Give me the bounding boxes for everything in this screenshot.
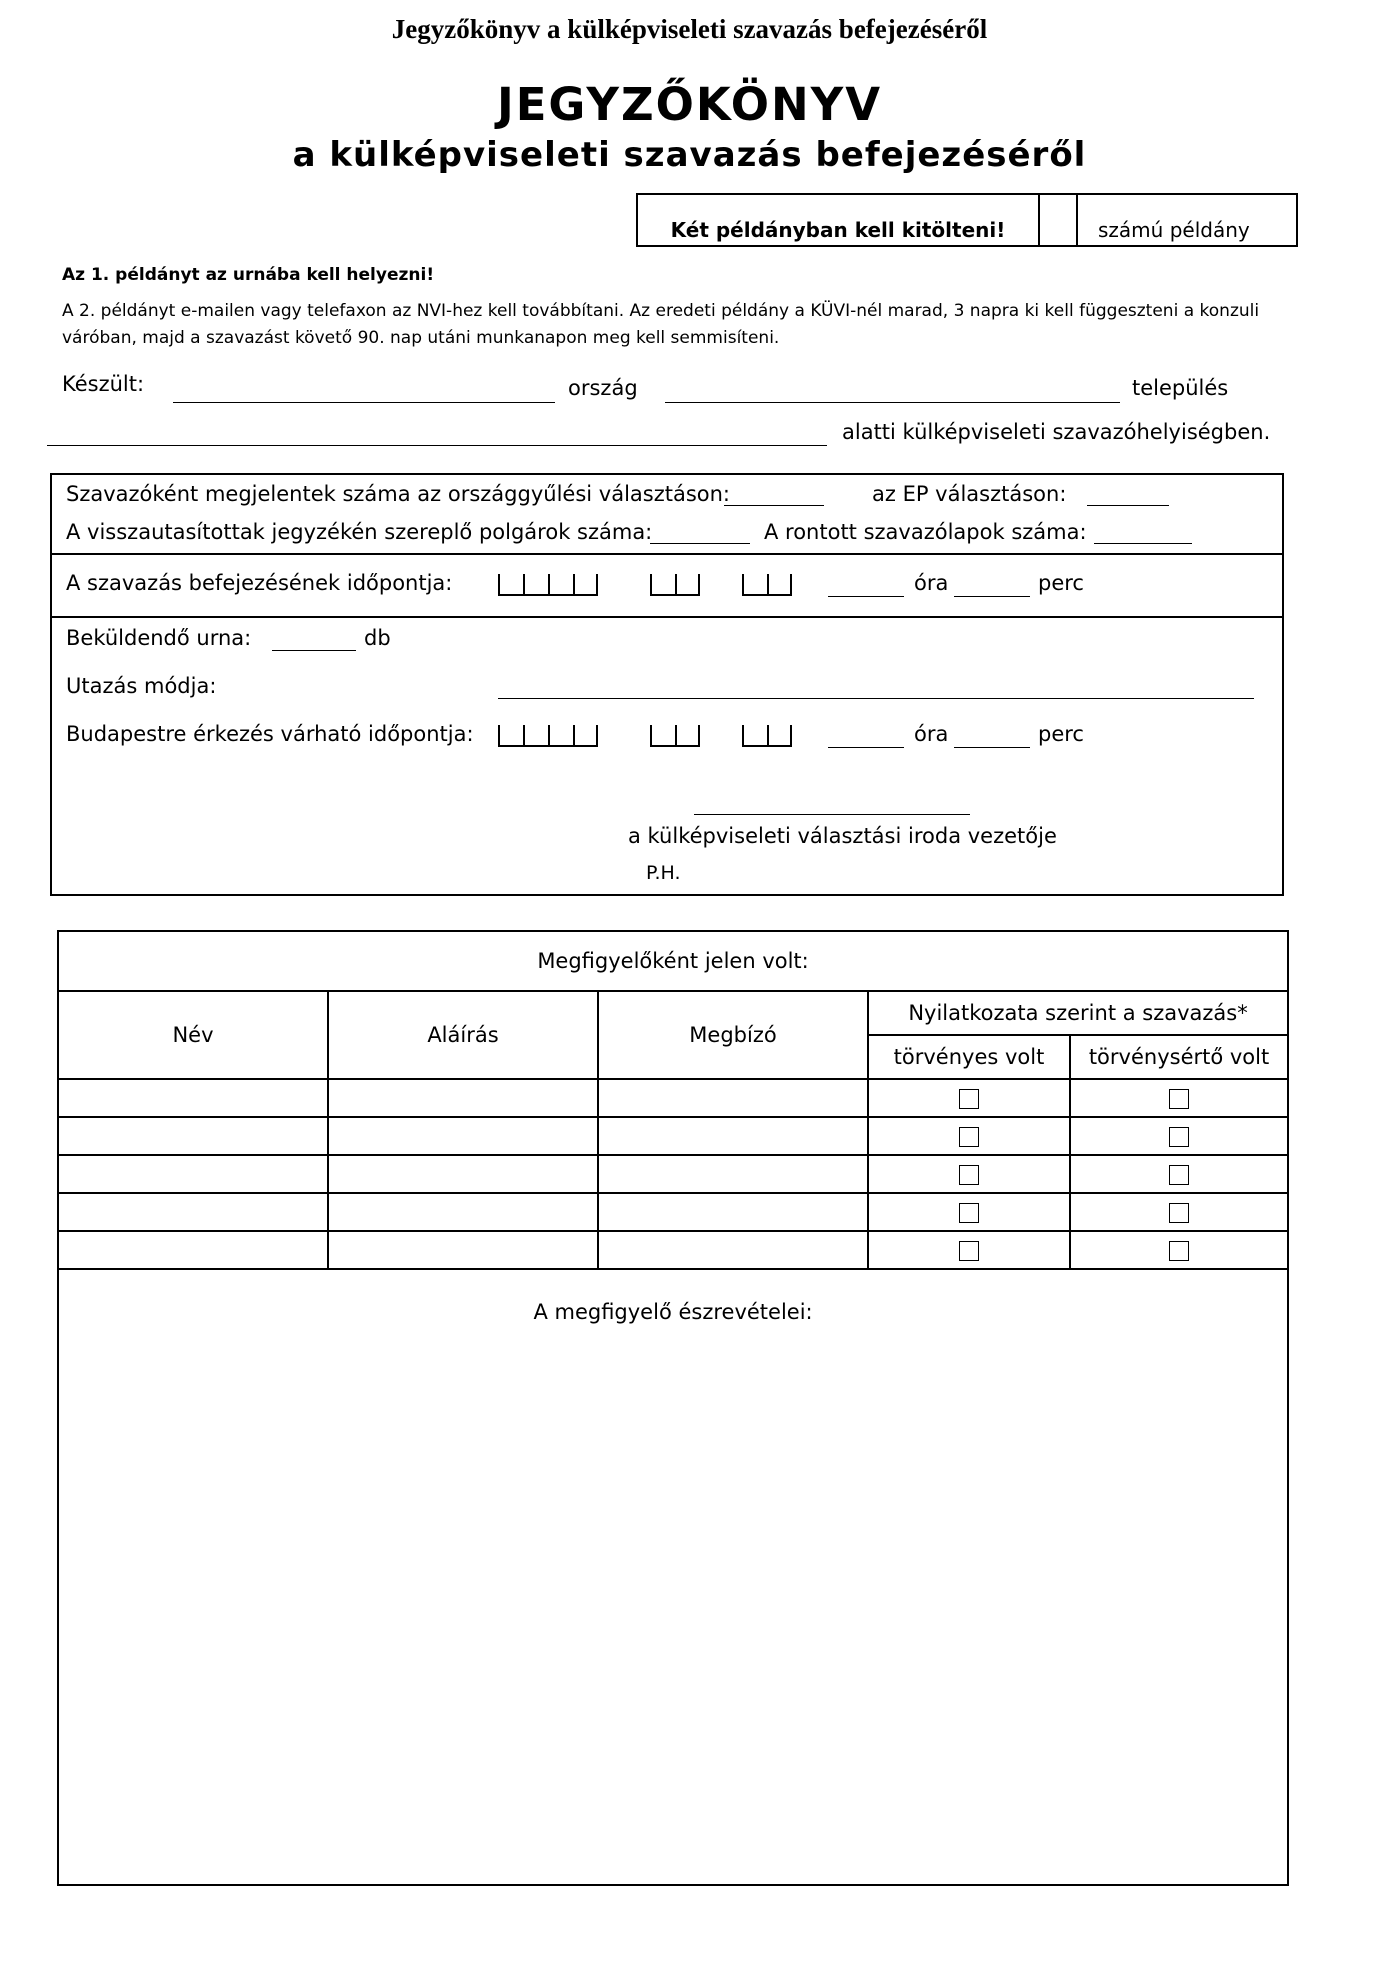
observer-signature-cell[interactable] (328, 1231, 598, 1269)
rejected-field[interactable] (650, 543, 750, 544)
observer-principal-cell[interactable] (598, 1117, 868, 1155)
unlawful-checkbox[interactable] (1169, 1165, 1189, 1185)
urn-label: Beküldendő urna: (66, 626, 252, 650)
lawful-checkbox[interactable] (959, 1089, 979, 1109)
table-row (58, 1231, 1288, 1269)
copy-instruction: Két példányban kell kitölteni! (638, 195, 1040, 245)
observer-signature-cell[interactable] (328, 1155, 598, 1193)
lawful-checkbox[interactable] (959, 1203, 979, 1223)
lawful-checkbox[interactable] (959, 1127, 979, 1147)
observers-title: Megfigyelőként jelen volt: (58, 931, 1288, 991)
observer-principal-cell[interactable] (598, 1231, 868, 1269)
copy-box (636, 193, 1298, 247)
remarks-area[interactable] (58, 1269, 1288, 1885)
lawful-checkbox[interactable] (959, 1241, 979, 1261)
made-label: Készült: (62, 372, 145, 396)
document-header: Jegyzőkönyv a külképviseleti szavazás befejezéséről (391, 14, 988, 44)
copy-number-label: számú példány (1098, 218, 1250, 242)
page-subtitle: a külképviseleti szavazás befejezéséről (292, 135, 1087, 175)
observer-signature-cell[interactable] (328, 1079, 598, 1117)
voters-parl-label: Szavazóként megjelentek száma az országgyűlési választáson: (66, 482, 731, 506)
unlawful-checkbox[interactable] (1169, 1127, 1189, 1147)
note-second-copy: A 2. példányt e-mailen vagy telefaxon az NVI-hez kell továbbítani. Az eredeti példány a KÜVI-nél marad, 3 napra ki kell függeszteni a konzuli váróban, majd a szavazást követő 90. nap utáni munkanapon meg kell semmisíteni. (62, 301, 1260, 348)
settlement-label: település (1132, 376, 1229, 400)
spoiled-label: A rontott szavazólapok száma: (764, 520, 1087, 544)
unlawful-checkbox[interactable] (1169, 1203, 1189, 1223)
location-label: alatti külképviseleti szavazóhelyiségben. (842, 420, 1271, 444)
end-minute-field[interactable] (954, 596, 1030, 597)
col-statement-header: Nyilatkozata szerint a szavazás* (868, 991, 1288, 1035)
section-voters (50, 473, 1284, 555)
signature-line[interactable] (694, 814, 970, 815)
urn-count-field[interactable] (272, 650, 356, 651)
observer-principal-cell[interactable] (598, 1193, 868, 1231)
unlawful-checkbox[interactable] (1169, 1241, 1189, 1261)
col-principal-header: Megbízó (598, 991, 868, 1079)
arrival-label: Budapestre érkezés várható időpontja: (66, 722, 474, 746)
unlawful-checkbox[interactable] (1169, 1089, 1189, 1109)
observer-principal-cell[interactable] (598, 1079, 868, 1117)
section-transport (50, 616, 1284, 896)
col-signature-header: Aláírás (328, 991, 598, 1079)
rejected-label: A visszautasítottak jegyzékén szereplő polgárok száma: (66, 520, 653, 544)
page-title: JEGYZŐKÖNYV (496, 78, 883, 131)
table-row (58, 1079, 1288, 1117)
observer-name-cell[interactable] (58, 1155, 328, 1193)
address-field[interactable] (47, 445, 827, 446)
travel-field[interactable] (498, 698, 1254, 699)
voters-parl-field[interactable] (724, 505, 824, 506)
stamp-label: P.H. (646, 862, 681, 884)
arrival-minute-label: perc (1038, 722, 1084, 746)
travel-label: Utazás módja: (66, 674, 217, 698)
end-time-label: A szavazás befejezésének időpontja: (66, 571, 453, 595)
settlement-field[interactable] (665, 402, 1120, 403)
observer-name-cell[interactable] (58, 1193, 328, 1231)
note-first-copy: Az 1. példányt az urnába kell helyezni! (62, 265, 435, 285)
arrival-hour-label: óra (914, 722, 949, 746)
country-label: ország (568, 376, 638, 400)
col-lawful-header: törvényes volt (868, 1035, 1070, 1079)
arrival-hour-field[interactable] (828, 747, 904, 748)
section-end-time (50, 553, 1284, 618)
copy-number-field[interactable] (1040, 195, 1078, 245)
end-hour-field[interactable] (828, 596, 904, 597)
lawful-checkbox[interactable] (959, 1165, 979, 1185)
voters-ep-label: az EP választáson: (872, 482, 1067, 506)
voters-ep-field[interactable] (1087, 505, 1169, 506)
col-unlawful-header: törvénysértő volt (1070, 1035, 1288, 1079)
end-minute-label: perc (1038, 571, 1084, 595)
remarks-label: A megfigyelő észrevételei: (533, 1300, 813, 1324)
observer-name-cell[interactable] (58, 1079, 328, 1117)
urn-unit: db (364, 626, 391, 650)
observer-name-cell[interactable] (58, 1231, 328, 1269)
end-hour-label: óra (914, 571, 949, 595)
observer-principal-cell[interactable] (598, 1155, 868, 1193)
table-row (58, 1155, 1288, 1193)
table-row (58, 1193, 1288, 1231)
observer-name-cell[interactable] (58, 1117, 328, 1155)
col-name-header: Név (58, 991, 328, 1079)
signer-label: a külképviseleti választási iroda vezetője (628, 824, 1057, 848)
table-row (58, 1117, 1288, 1155)
country-field[interactable] (173, 402, 555, 403)
observer-signature-cell[interactable] (328, 1193, 598, 1231)
observer-signature-cell[interactable] (328, 1117, 598, 1155)
arrival-minute-field[interactable] (954, 747, 1030, 748)
observers-table (57, 930, 1289, 1886)
spoiled-field[interactable] (1094, 543, 1192, 544)
